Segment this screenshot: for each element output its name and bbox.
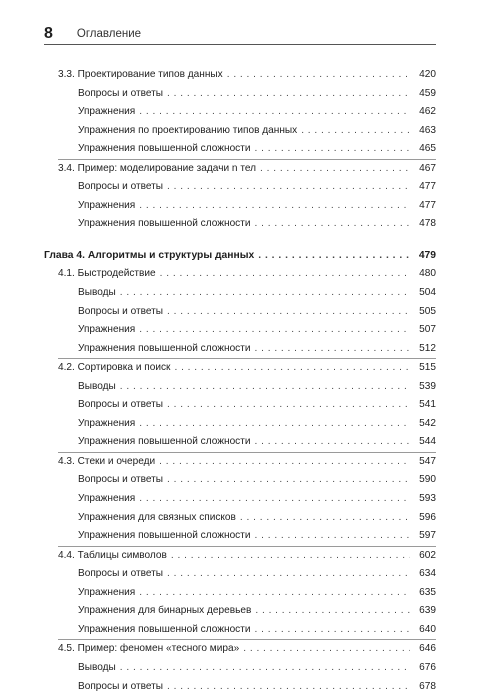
dot-leader (139, 103, 410, 122)
toc-subsection-entry (44, 284, 436, 303)
dot-leader (167, 303, 410, 322)
dot-leader (139, 321, 410, 340)
toc-entry-label: Упражнения для связных списков (78, 509, 236, 528)
dot-leader (167, 678, 410, 696)
toc-entry-page: 512 (414, 340, 436, 359)
table-of-contents (44, 66, 436, 696)
toc-entry-page: 507 (414, 321, 436, 340)
dot-leader (167, 178, 410, 197)
toc-subsection-entry (44, 471, 436, 490)
toc-subsection-entry (44, 678, 436, 696)
toc-entry-page: 547 (414, 453, 436, 472)
toc-entry-page: 539 (414, 378, 436, 397)
toc-entry-page: 515 (414, 359, 436, 378)
dot-leader (120, 284, 410, 303)
toc-entry-page: 479 (414, 247, 436, 266)
dot-leader (160, 265, 410, 284)
toc-section-entry (44, 66, 436, 85)
toc-entry-label: 3.3. Проектирование типов данных (58, 66, 223, 85)
dot-leader (159, 453, 410, 472)
toc-subsection-entry (44, 197, 436, 216)
dot-leader (171, 547, 410, 566)
toc-subsection-entry (44, 140, 436, 159)
toc-entry-page: 639 (414, 602, 436, 621)
toc-entry-page: 420 (414, 66, 436, 85)
dot-leader (260, 160, 410, 179)
toc-subsection-entry (44, 178, 436, 197)
toc-subsection-entry (44, 659, 436, 678)
toc-entry-page: 634 (414, 565, 436, 584)
toc-subsection-entry (44, 85, 436, 104)
running-header-title: Оглавление (77, 26, 141, 44)
toc-entry-page: 678 (414, 678, 436, 696)
dot-leader (255, 602, 410, 621)
toc-entry-label: 4.1. Быстродействие (58, 265, 156, 284)
dot-leader (255, 621, 411, 640)
toc-entry-label: 3.4. Пример: моделирование задачи n тел (58, 160, 256, 179)
toc-entry-label: Вопросы и ответы (78, 85, 163, 104)
dot-leader (120, 659, 410, 678)
toc-entry-page: 505 (414, 303, 436, 322)
toc-entry-label: Вопросы и ответы (78, 565, 163, 584)
toc-entry-page: 646 (414, 640, 436, 659)
toc-entry-page: 541 (414, 396, 436, 415)
toc-subsection-entry (44, 340, 436, 359)
toc-entry-page: 596 (414, 509, 436, 528)
toc-entry-label: Упражнения (78, 415, 135, 434)
dot-leader (258, 247, 410, 266)
toc-entry-page: 504 (414, 284, 436, 303)
dot-leader (227, 66, 410, 85)
toc-entry-label: Выводы (78, 659, 116, 678)
dot-leader (139, 415, 410, 434)
toc-entry-label: 4.5. Пример: феномен «тесного мира» (58, 640, 239, 659)
dot-leader (167, 565, 410, 584)
toc-entry-label: Упражнения повышенной сложности (78, 527, 251, 546)
toc-entry-label: Глава 4. Алгоритмы и структуры данных (44, 247, 254, 266)
toc-entry-page: 544 (414, 433, 436, 452)
toc-subsection-entry (44, 415, 436, 434)
toc-subsection-entry (44, 527, 436, 546)
dot-leader (255, 340, 411, 359)
running-header (44, 24, 436, 45)
toc-entry-label: Упражнения (78, 321, 135, 340)
toc-entry-page: 597 (414, 527, 436, 546)
toc-entry-page: 459 (414, 85, 436, 104)
toc-entry-page: 467 (414, 160, 436, 179)
dot-leader (167, 85, 410, 104)
toc-subsection-entry (44, 584, 436, 603)
toc-entry-page: 478 (414, 215, 436, 234)
dot-leader (139, 197, 410, 216)
toc-subsection-entry (44, 303, 436, 322)
toc-entry-page: 635 (414, 584, 436, 603)
toc-entry-label: Выводы (78, 378, 116, 397)
toc-entry-label: Упражнения повышенной сложности (78, 433, 251, 452)
toc-entry-page: 542 (414, 415, 436, 434)
toc-entry-page: 477 (414, 197, 436, 216)
toc-subsection-entry (44, 565, 436, 584)
toc-subsection-entry (44, 621, 436, 640)
toc-entry-page: 640 (414, 621, 436, 640)
dot-leader (255, 527, 411, 546)
dot-leader (240, 509, 410, 528)
toc-entry-label: Вопросы и ответы (78, 471, 163, 490)
toc-subsection-entry (44, 103, 436, 122)
dot-leader (301, 122, 410, 141)
toc-entry-page: 477 (414, 178, 436, 197)
toc-entry-label: Вопросы и ответы (78, 678, 163, 696)
toc-entry-label: Упражнения повышенной сложности (78, 340, 251, 359)
toc-subsection-entry (44, 509, 436, 528)
toc-entry-label: Упражнения повышенной сложности (78, 140, 251, 159)
toc-subsection-entry (44, 490, 436, 509)
toc-subsection-entry (44, 433, 436, 452)
toc-entry-label: Упражнения по проектированию типов данных (78, 122, 297, 141)
toc-subsection-entry (44, 602, 436, 621)
dot-leader (167, 471, 410, 490)
toc-entry-page: 676 (414, 659, 436, 678)
toc-entry-label: Выводы (78, 284, 116, 303)
toc-entry-page: 480 (414, 265, 436, 284)
toc-entry-label: 4.4. Таблицы символов (58, 547, 167, 566)
toc-entry-label: 4.2. Сортировка и поиск (58, 359, 170, 378)
toc-section-entry (44, 359, 436, 378)
toc-entry-label: Вопросы и ответы (78, 178, 163, 197)
toc-entry-label: Упражнения (78, 103, 135, 122)
toc-entry-label: Упражнения (78, 197, 135, 216)
toc-entry-page: 602 (414, 547, 436, 566)
toc-subsection-entry (44, 378, 436, 397)
dot-leader (255, 215, 411, 234)
dot-leader (174, 359, 410, 378)
toc-subsection-entry (44, 396, 436, 415)
toc-chapter-entry (44, 247, 436, 266)
dot-leader (139, 584, 410, 603)
toc-subsection-entry (44, 122, 436, 141)
page-number: 8 (44, 25, 53, 44)
toc-entry-label: 4.3. Стеки и очереди (58, 453, 155, 472)
toc-subsection-entry (44, 321, 436, 340)
toc-section-entry (44, 547, 436, 566)
toc-entry-page: 590 (414, 471, 436, 490)
dot-leader (255, 140, 411, 159)
dot-leader (255, 433, 411, 452)
toc-section-entry (44, 265, 436, 284)
dot-leader (167, 396, 410, 415)
toc-entry-page: 593 (414, 490, 436, 509)
toc-entry-label: Упражнения повышенной сложности (78, 621, 251, 640)
toc-entry-page: 465 (414, 140, 436, 159)
toc-entry-label: Упражнения повышенной сложности (78, 215, 251, 234)
toc-entry-page: 462 (414, 103, 436, 122)
toc-entry-label: Упражнения (78, 584, 135, 603)
toc-entry-label: Упражнения для бинарных деревьев (78, 602, 251, 621)
toc-entry-label: Вопросы и ответы (78, 396, 163, 415)
toc-section-entry (44, 453, 436, 472)
dot-leader (139, 490, 410, 509)
toc-entry-page: 463 (414, 122, 436, 141)
toc-subsection-entry (44, 215, 436, 234)
dot-leader (120, 378, 410, 397)
toc-entry-label: Упражнения (78, 490, 135, 509)
toc-section-entry (44, 160, 436, 179)
toc-entry-label: Вопросы и ответы (78, 303, 163, 322)
